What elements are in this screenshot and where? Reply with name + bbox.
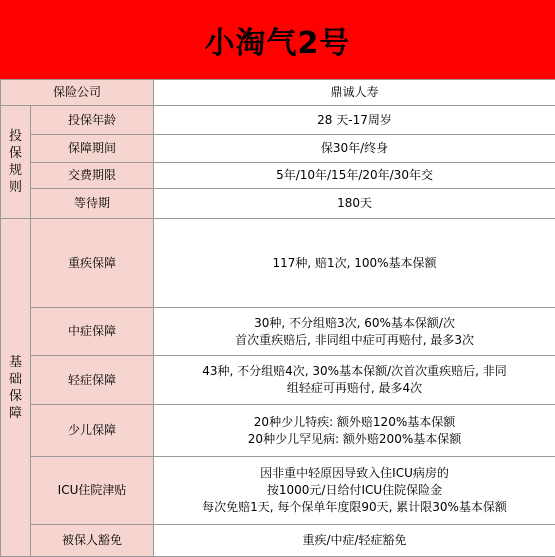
insure-age-value: 28 天-17周岁 [154, 106, 555, 135]
company-label: 保险公司 [1, 80, 154, 106]
row-mild-illness [1, 356, 555, 405]
child-protection-value: 20种少儿特疾: 额外赔120%基本保额 20种少儿罕见病: 额外赔200%基本保额 [154, 405, 555, 457]
moderate-illness-value: 30种, 不分组赔3次, 60%基本保额/次 首次重疾赔后, 非同组中症可再赔付, 最多3次 [154, 308, 555, 356]
coverage-period-value: 保30年/终身 [154, 135, 555, 163]
payment-term-value: 5年/10年/15年/20年/30年交 [154, 163, 555, 189]
product-title: 小淘气2号 [0, 0, 555, 79]
row-waiting-period [1, 189, 555, 219]
mild-illness-value: 43种, 不分组赔4次, 30%基本保额/次首次重疾赔后, 非同 组轻症可再赔付, 最多4次 [154, 356, 555, 405]
row-child-protection [1, 405, 555, 457]
critical-illness-value: 117种, 赔1次, 100%基本保额 [154, 219, 555, 308]
row-payment-term [1, 163, 555, 189]
spec-table [0, 79, 555, 557]
company-value: 鼎诚人寿 [154, 80, 555, 106]
payment-term-label: 交费期限 [31, 163, 154, 189]
icu-allowance-label: ICU住院津贴 [31, 457, 154, 525]
insured-waiver-value: 重疾/中症/轻症豁免 [154, 525, 555, 557]
row-coverage-period [1, 135, 555, 163]
row-insured-waiver [1, 525, 555, 557]
basic-group-label: 基础保障 [1, 219, 31, 557]
child-protection-label: 少儿保障 [31, 405, 154, 457]
insure-age-label: 投保年龄 [31, 106, 154, 135]
insured-waiver-label: 被保人豁免 [31, 525, 154, 557]
row-company [1, 80, 555, 106]
row-critical-illness [1, 219, 555, 308]
row-icu-allowance [1, 457, 555, 525]
mild-illness-label: 轻症保障 [31, 356, 154, 405]
waiting-period-label: 等待期 [31, 189, 154, 219]
critical-illness-label: 重疾保障 [31, 219, 154, 308]
rules-group-label: 投保规则 [1, 106, 31, 219]
row-insure-age [1, 106, 555, 135]
moderate-illness-label: 中症保障 [31, 308, 154, 356]
icu-allowance-value: 因非重中轻原因导致入住ICU病房的 按1000元/日给付ICU住院保险金 每次免赔1天, 每个保单年度限90天, 累计限30%基本保额 [154, 457, 555, 525]
coverage-period-label: 保障期间 [31, 135, 154, 163]
waiting-period-value: 180天 [154, 189, 555, 219]
row-moderate-illness [1, 308, 555, 356]
